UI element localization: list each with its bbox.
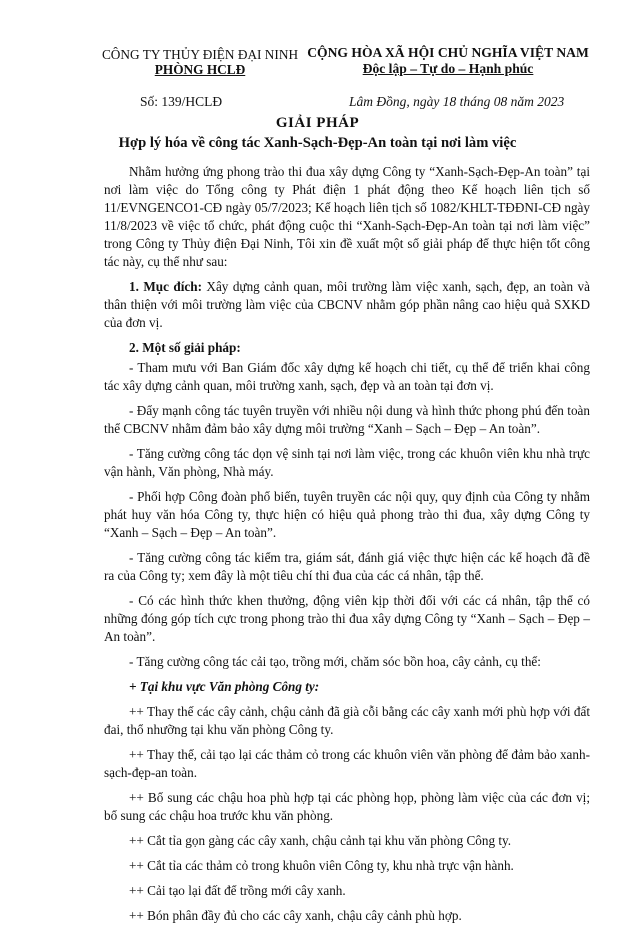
- company-name: CÔNG TY THỦY ĐIỆN ĐẠI NINH: [101, 47, 299, 62]
- office-subitem: ++ Thay thế các cây cảnh, chậu cảnh đã già cỗi bằng các cây xanh mới phù hợp với đất đai, thổ nhưỡng tại khu văn phòng Công ty.: [104, 704, 590, 737]
- office-subitem: ++ Bón phân đầy đủ cho các cây xanh, chậu cây cảnh phù hợp.: [129, 908, 462, 923]
- solution-item: - Đẩy mạnh công tác tuyên truyền với nhiều nội dung và hình thức phong phú đến toàn thể CBCNV nhằm đảm bảo xây dựng môi trường “Xanh – Sạch – Đẹp – An toàn”.: [104, 403, 590, 436]
- solution-item: - Tăng cường công tác kiểm tra, giám sát, đánh giá việc thực hiện các kế hoạch đã đề ra của Công ty; xem đây là một tiêu chí thi đua của các cá nhân, tập thể.: [104, 550, 590, 583]
- section-purpose-heading: 1. Mục đích:: [129, 279, 202, 294]
- document-title: GIẢI PHÁP: [275, 115, 360, 131]
- office-subitem: ++ Thay thế, cải tạo lại các thảm cỏ trong các khuôn viên văn phòng để đảm bảo xanh-sạch-đẹp-an toàn.: [104, 747, 590, 780]
- solution-item: - Tham mưu với Ban Giám đốc xây dựng kế hoạch chi tiết, cụ thể để triển khai công tác xây dựng cảnh quan, môi trường xanh, sạch, đẹp và an toàn tại đơn vị.: [104, 360, 590, 393]
- organization-header: [100, 47, 300, 77]
- solution-item: - Phối hợp Công đoàn phổ biến, tuyên truyền các nội quy, quy định của Công ty nhằm phát huy văn hóa Công ty, thực hiện có hiệu quả phong trào thi đua, xây dựng Công ty “Xanh – Sạch – Đẹp – An toàn”.: [104, 489, 590, 540]
- document-date: Lâm Đồng, ngày 18 tháng 08 năm 2023: [349, 94, 565, 109]
- office-subitem: ++ Cắt tỉa các thảm cỏ trong khuôn viên Công ty, khu nhà trực vận hành.: [129, 858, 514, 873]
- solution-item: - Tăng cường công tác dọn vệ sinh tại nơi làm việc, trong các khuôn viên khu nhà trực vận hành, Văn phòng, Nhà máy.: [104, 446, 590, 479]
- solution-item: - Tăng cường công tác cải tạo, trồng mới, chăm sóc bồn hoa, cây cảnh, cụ thể:: [129, 654, 541, 669]
- document-body: [104, 163, 590, 925]
- office-subitem: ++ Bổ sung các chậu hoa phù hợp tại các phòng họp, phòng làm việc của các đơn vị; bổ sung các chậu hoa trước khu văn phòng.: [104, 790, 590, 823]
- section-purpose: [104, 278, 590, 332]
- national-header: [306, 45, 590, 77]
- office-subitem: ++ Cải tạo lại đất để trồng mới cây xanh.: [129, 883, 346, 898]
- intro-paragraph: Nhằm hưởng ứng phong trào thi đua xây dựng Công ty “Xanh-Sạch-Đẹp-An toàn” tại nơi làm việc do Tổng công ty Phát điện 1 phát động theo Kế hoạch liên tịch số 11/EVNGENCO1-CĐ ngày 05/7/2023; Kế hoạch liên tịch số 1082/KHLT-TĐĐNI-CĐ ngày 11/8/2023 về việc tổ chức, phát động cuộc thi “Xanh-Sạch-Đẹp-An toàn tại nơi làm việc” trong Công ty Thủy điện Đại Ninh, Tôi xin đề xuất một số giải pháp để thực hiện tốt công tác này, cụ thể như sau:: [104, 164, 590, 269]
- document-subtitle: Hợp lý hóa về công tác Xanh-Sạch-Đẹp-An toàn tại nơi làm việc: [118, 135, 517, 151]
- section-solutions-heading: 2. Một số giải pháp:: [129, 340, 241, 355]
- national-motto: Độc lập – Tự do – Hạnh phúc: [362, 61, 534, 76]
- office-area-subheading: + Tại khu vực Văn phòng Công ty:: [129, 679, 320, 694]
- section-purpose-text: Xây dựng cảnh quan, môi trường làm việc xanh, sạch, đẹp, an toàn và thân thiện với môi trường làm việc của CBCNV nhằm góp phần nâng cao hiệu quả SXKD của đơn vị.: [104, 279, 590, 330]
- office-subitem: ++ Cắt tỉa gọn gàng các cây xanh, chậu cảnh tại khu văn phòng Công ty.: [129, 833, 512, 848]
- department-name: PHÒNG HCLĐ: [154, 62, 246, 77]
- document-number: Số: 139/HCLĐ: [140, 94, 223, 109]
- solution-item: - Có các hình thức khen thưởng, động viên kịp thời đối với các cá nhân, tập thể có những đóng góp tích cực trong phong trào thi đua xây dựng Công ty “Xanh – Sạch – Đẹp – An toàn”.: [104, 593, 590, 644]
- national-title: CỘNG HÒA XÃ HỘI CHỦ NGHĨA VIỆT NAM: [307, 45, 589, 60]
